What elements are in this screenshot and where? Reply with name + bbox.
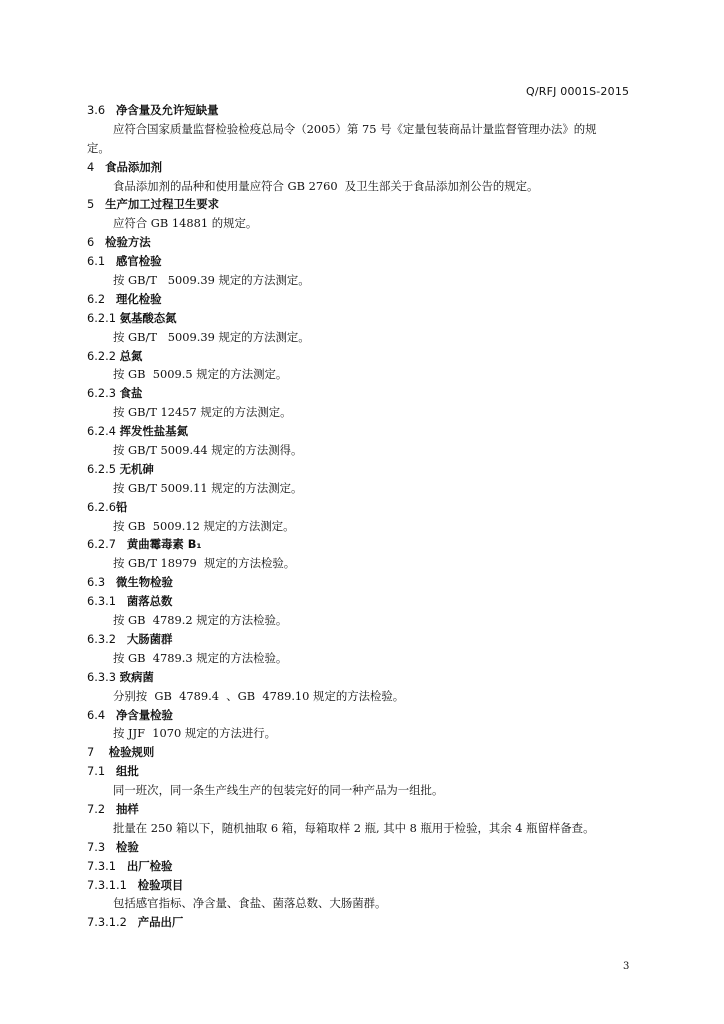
section-heading: [87, 384, 647, 403]
section-heading: [87, 630, 647, 649]
section-title: 黄曲霉毒素 B₁: [126, 537, 202, 552]
section-number: 6.4: [87, 707, 116, 722]
section-heading: [87, 101, 647, 120]
section-number: 4: [87, 159, 106, 174]
section-title: 无机砷: [119, 461, 154, 476]
body-paragraph: 按 GB/T 5009.44 规定的方法测得。: [113, 443, 303, 458]
section-number: 6.3.1: [87, 594, 127, 609]
section-number: 7.3: [87, 839, 116, 854]
body-paragraph: 按 GB 5009.12 规定的方法测定。: [113, 518, 295, 533]
section-heading: [87, 800, 647, 819]
section-heading: [87, 460, 647, 479]
body-paragraph: 包括感官指标、净含量、食盐、菌落总数、大肠菌群。: [113, 896, 387, 911]
section-heading: [87, 913, 647, 932]
section-heading: [87, 876, 647, 895]
body-paragraph: 按 GB/T 12457 规定的方法测定。: [113, 405, 292, 420]
section-heading: [87, 838, 647, 857]
section-title: 微生物检验: [115, 575, 173, 590]
section-title: 出厂检验: [126, 858, 173, 873]
body-paragraph: 食品添加剂的品种和使用量应符合 GB 2760 及卫生部关于食品添加剂公告的规定。: [113, 178, 539, 193]
section-heading: [87, 743, 647, 762]
section-title: 检验项目: [137, 877, 184, 892]
section-title: 组批: [115, 764, 139, 779]
section-number: 5: [87, 197, 106, 212]
section-heading: [87, 195, 647, 214]
section-title: 检验: [115, 839, 139, 854]
section-heading: [87, 592, 647, 611]
section-title: 净含量及允许短缺量: [115, 103, 219, 117]
section-number: 6.2.6: [87, 499, 116, 514]
section-number: 7.3.1.1: [87, 877, 138, 892]
body-paragraph: 按 GB/T 5009.11 规定的方法测定。: [113, 480, 303, 495]
body-paragraph: 按 GB 5009.5 规定的方法测定。: [113, 367, 288, 382]
section-number: 7.1: [87, 764, 116, 779]
section-number: 7.3.1.2: [87, 915, 138, 930]
section-number: 6.3.2: [87, 631, 127, 646]
section-heading: [87, 347, 647, 366]
section-title: 总氮: [119, 348, 143, 363]
section-number: 6.3: [87, 575, 116, 590]
body-paragraph: 按 GB/T 18979 规定的方法检验。: [113, 556, 296, 571]
section-number: 6.2.1: [87, 310, 120, 325]
section-title: 检验规则: [108, 745, 155, 760]
section-number: 7.2: [87, 801, 116, 816]
body-paragraph: 定。: [87, 140, 110, 155]
section-heading: [87, 422, 647, 441]
section-title: 感官检验: [115, 254, 162, 269]
section-number: 6.2.4: [87, 424, 120, 439]
section-title: 致病菌: [119, 669, 154, 684]
section-heading: [87, 535, 647, 554]
section-title: 理化检验: [115, 291, 162, 306]
section-title: 食盐: [119, 386, 143, 401]
section-title: 抽样: [115, 801, 139, 816]
section-number: 6.1: [87, 254, 116, 269]
section-title: 生产加工过程卫生要求: [105, 197, 220, 212]
section-number: 6.3.3: [87, 669, 120, 684]
section-title: 净含量检验: [115, 707, 173, 722]
body-paragraph: 按 GB 4789.2 规定的方法检验。: [113, 613, 288, 628]
section-heading: [87, 309, 647, 328]
section-number: 6: [87, 235, 106, 250]
body-paragraph: 同一班次，同一条生产线生产的包装完好的同一种产品为一组批。: [113, 783, 444, 798]
section-heading: [87, 290, 647, 309]
section-heading: [87, 252, 647, 271]
body-paragraph: 按 GB 4789.3 规定的方法检验。: [113, 650, 288, 665]
section-title: 挥发性盐基氮: [119, 424, 188, 439]
document-body: [87, 101, 647, 932]
page-number: 3: [623, 961, 630, 972]
section-heading: [87, 706, 647, 725]
section-number: 7: [87, 745, 109, 760]
section-heading: [87, 158, 647, 177]
section-title: 食品添加剂: [105, 159, 163, 174]
section-number: 3.6: [87, 103, 116, 117]
section-title: 产品出厂: [137, 915, 184, 930]
section-number: 6.2.3: [87, 386, 120, 401]
section-heading: [87, 668, 647, 687]
document-code-header: Q/RFJ 0001S-2015: [526, 85, 630, 98]
body-paragraph: 按 GB/T 5009.39 规定的方法测定。: [113, 273, 310, 288]
section-heading: [87, 762, 647, 781]
section-heading: [87, 573, 647, 592]
body-paragraph: 应符合 GB 14881 的规定。: [113, 216, 258, 231]
body-paragraph: 应符合国家质量监督检验检疫总局令（2005）第 75 号《定量包装商品计量监督管理办法》的规: [113, 121, 597, 136]
body-paragraph: 分别按 GB 4789.4 、GB 4789.10 规定的方法检验。: [113, 688, 405, 703]
body-paragraph: 按 GB/T 5009.39 规定的方法测定。: [113, 329, 310, 344]
section-heading: [87, 498, 647, 517]
section-heading: [87, 857, 647, 876]
section-number: 7.3.1: [87, 858, 127, 873]
section-title: 大肠菌群: [126, 631, 173, 646]
body-paragraph: 批量在 250 箱以下，随机抽取 6 箱，每箱取样 2 瓶, 其中 8 瓶用于检验，其余 4 瓶留样备查。: [113, 820, 595, 835]
section-number: 6.2.5: [87, 461, 120, 476]
section-title: 检验方法: [105, 235, 151, 250]
section-number: 6.2: [87, 291, 116, 306]
section-title: 铅: [115, 499, 128, 514]
section-title: 菌落总数: [126, 594, 173, 609]
section-number: 6.2.2: [87, 348, 120, 363]
section-heading: [87, 233, 647, 252]
section-number: 6.2.7: [87, 537, 127, 552]
body-paragraph: 按 JJF 1070 规定的方法进行。: [113, 726, 277, 741]
section-title: 氨基酸态氮: [119, 310, 177, 325]
